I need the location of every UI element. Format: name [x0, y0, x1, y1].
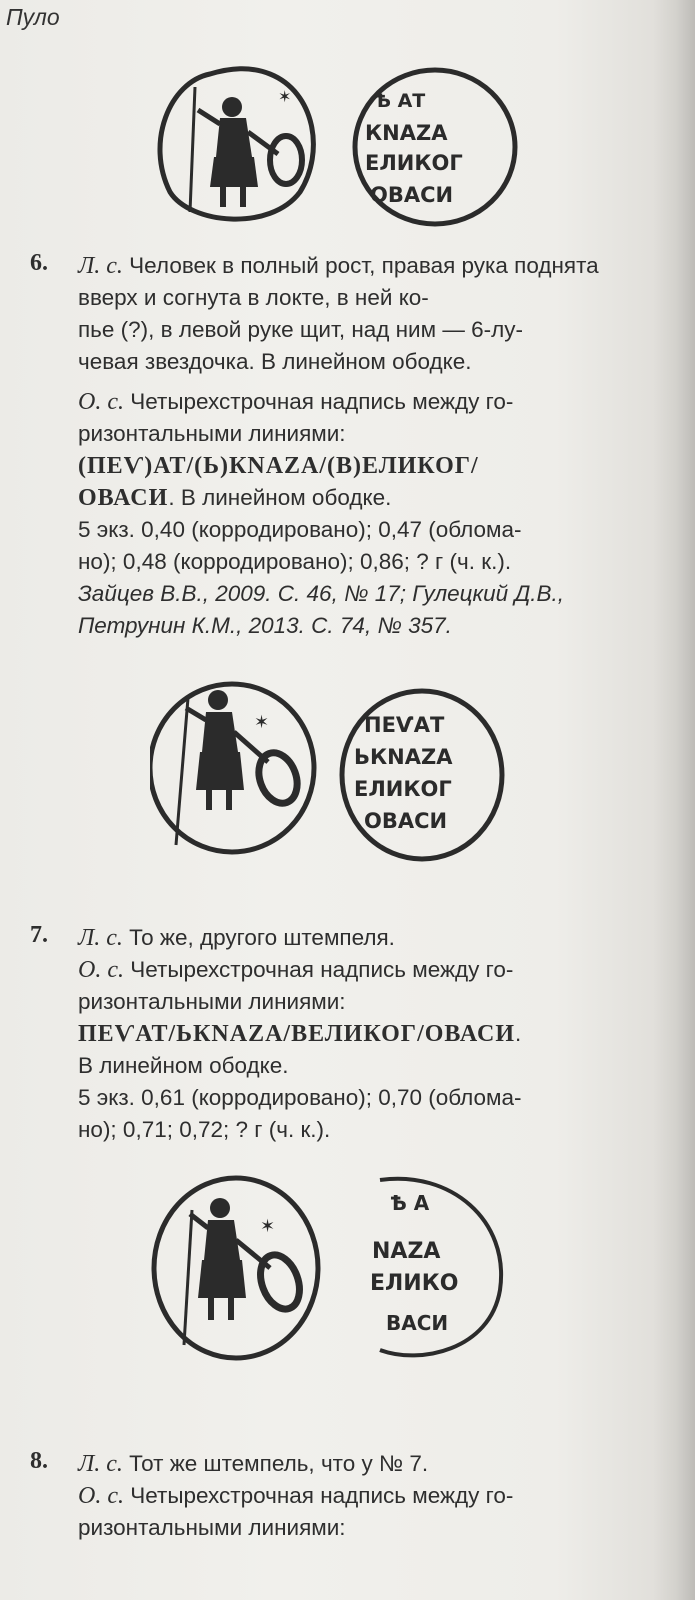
- specimen-weights-2: но); 0,48 (корродировано); 0,86; ? г (ч. к.).: [78, 549, 512, 574]
- svg-text:✶: ✶: [260, 1216, 276, 1236]
- seal-illustration-6: [150, 62, 520, 227]
- seal-obverse-figure: [154, 1178, 318, 1358]
- reference-author-1: Зайцев В.В.: [78, 581, 203, 606]
- seal-reverse-inscription: [370, 1179, 501, 1356]
- reverse-description: Четырехстрочная надпись между го-: [130, 389, 514, 414]
- running-title: Пуло: [6, 4, 60, 30]
- svg-text:✶: ✶: [254, 712, 270, 732]
- reference-author-2: Гулецкий Д.В.,: [412, 581, 565, 606]
- seal-line-2: NАZА: [372, 1239, 441, 1264]
- reverse-description-2: ризонтальными линиями:: [78, 989, 346, 1014]
- reverse-description-2: ризонтальными линиями:: [78, 1515, 346, 1540]
- seal-line-4: ВАСИ: [386, 1311, 449, 1335]
- seal-line-1: Ѣ АТ: [375, 90, 426, 112]
- seal-illustration-7: [150, 680, 520, 865]
- seal-line-4: ОВАСИ: [370, 183, 454, 207]
- seal-line-3: ЕЛИКОГ: [365, 151, 463, 175]
- after-legend-text: В линейном ободке.: [78, 1053, 289, 1078]
- obverse-description: Тот же штемпель, что у № 7.: [129, 1451, 429, 1476]
- seal-line-2: ЬКNАZА: [354, 745, 453, 769]
- catalog-entry-8: [30, 1448, 660, 1544]
- specimen-weights: 5 экз. 0,40 (корродировано); 0,47 (облома-: [78, 517, 522, 542]
- reference-citation-1: , 2009. С. 46, № 17;: [202, 581, 413, 606]
- obverse-description: Человек в полный рост, правая рука поднята вверх и согнута в локте, в ней ко-: [78, 253, 599, 310]
- obverse-label: Л. с.: [78, 1451, 123, 1477]
- page-shadow: [653, 0, 695, 1600]
- seal-line-3: ЕЛИКОГ: [354, 777, 452, 801]
- seal-obverse-figure: [160, 69, 313, 219]
- obverse-description-3: чевая звездочка. В линейном ободке.: [78, 349, 472, 374]
- specimen-weights-2: но); 0,71; 0,72; ? г (ч. к.).: [78, 1117, 331, 1142]
- obverse-label: Л. с.: [78, 253, 123, 279]
- reference-author-2b: Петрунин К.М.: [78, 613, 237, 638]
- seal-line-1: ПЕѴАТ: [364, 713, 445, 737]
- legend-line-1: (ПЕѴ)АТ/(Ь)КNАZА/(В)ЕЛИКОГ/: [78, 453, 479, 479]
- reverse-label: О. с.: [78, 389, 124, 415]
- legend-suffix: .: [515, 1021, 522, 1046]
- entry-number: 6.: [30, 250, 48, 276]
- seal-reverse-inscription: [355, 70, 515, 224]
- reverse-label: О. с.: [78, 1483, 124, 1509]
- reverse-description-2: ризонтальными линиями:: [78, 421, 346, 446]
- entry-number: 7.: [30, 922, 48, 948]
- legend-line-1: ПЕѴАТ/ЬКNАZА/ВЕЛИКОГ/ОВАСИ: [78, 1021, 516, 1047]
- entry-number: 8.: [30, 1448, 48, 1474]
- catalog-entry-7: [30, 922, 660, 1146]
- legend-line-2: ОВАСИ: [78, 485, 169, 511]
- seal-obverse-figure: [150, 684, 314, 852]
- seal-line-1: Ѣ А: [390, 1191, 430, 1215]
- obverse-description-2: пье (?), в левой руке щит, над ним — 6-лу-: [78, 317, 523, 342]
- seal-line-4: ОВАСИ: [364, 809, 448, 833]
- specimen-weights: 5 экз. 0,61 (корродировано); 0,70 (облома-: [78, 1085, 522, 1110]
- reverse-description: Четырехстрочная надпись между го-: [130, 1483, 514, 1508]
- reverse-description: Четырехстрочная надпись между го-: [130, 957, 514, 982]
- svg-text:✶: ✶: [278, 89, 292, 106]
- legend-suffix: . В линейном ободке.: [168, 485, 392, 510]
- reference-citation-2: , 2013. С. 74, № 357.: [236, 613, 452, 638]
- reverse-label: О. с.: [78, 957, 124, 983]
- seal-line-2: КNАZА: [365, 121, 448, 145]
- seal-reverse-inscription: [342, 691, 502, 859]
- obverse-description: То же, другого штемпеля.: [129, 925, 395, 950]
- obverse-label: Л. с.: [78, 925, 123, 951]
- seal-line-3: ЕЛИКО: [370, 1271, 459, 1296]
- catalog-entry-6: [30, 250, 660, 642]
- seal-illustration-8: [150, 1170, 520, 1370]
